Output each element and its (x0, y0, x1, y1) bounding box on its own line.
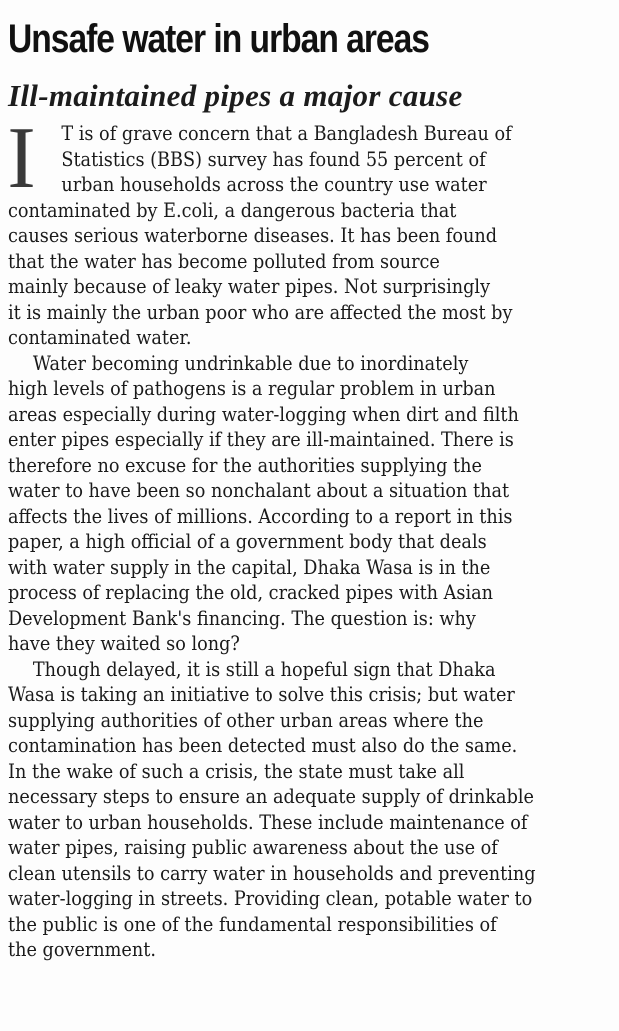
paragraph-line: Statistics (BBS) survey has found 55 percent of (61, 147, 486, 171)
paragraph-line: the government. (8, 938, 156, 961)
paragraph-line: Development Bank's financing. The question is: why (8, 606, 476, 630)
paragraph-3 (8, 657, 560, 963)
paragraph-line: water-logging in streets. Providing clean, potable water to (8, 887, 533, 910)
paragraph-line: areas especially during water-logging when dirt and filth (8, 402, 519, 426)
paragraph-line: with water supply in the capital, Dhaka Wasa is in the (8, 555, 491, 579)
paragraph-line: supplying authorities of other urban areas where the (8, 708, 484, 732)
paragraph-line: Wasa is taking an initiative to solve this crisis; but water (8, 683, 515, 706)
paragraph-line: it is mainly the urban poor who are affected the most by (8, 300, 513, 324)
subheadline: Ill-maintained pipes a major cause (8, 78, 463, 113)
paragraph-line: that the water has become polluted from source (8, 249, 440, 273)
paragraph-line: paper, a high official of a government body that deals (8, 530, 487, 553)
paragraph-line: therefore no excuse for the authorities supplying the (8, 453, 482, 477)
paragraph-line: clean utensils to carry water in households and preventing (8, 861, 536, 885)
paragraph-line: water to urban households. These include maintenance of (8, 810, 528, 834)
paragraph-line: urban households across the country use water (61, 173, 487, 196)
paragraph-line: water pipes, raising public awareness about the use of (8, 836, 498, 859)
paragraph-line: Though delayed, it is still a hopeful sign that Dhaka (32, 657, 496, 681)
paragraph-line: contamination has been detected must also do the same. (8, 734, 518, 757)
headline: Unsafe water in urban areas (8, 17, 429, 61)
paragraph-line: enter pipes especially if they are ill-maintained. There is (8, 428, 514, 451)
paragraph-line: contaminated by E.coli, a dangerous bacteria that (8, 198, 457, 222)
paragraph-line: have they waited so long? (8, 632, 240, 655)
paragraph-line: high levels of pathogens is a regular problem in urban (8, 377, 496, 400)
paragraph-line: mainly because of leaky water pipes. Not surprisingly (8, 275, 491, 298)
paragraph-line: water to have been so nonchalant about a situation that (8, 479, 510, 502)
paragraph-line: contaminated water. (8, 326, 192, 349)
paragraph-line: causes serious waterborne diseases. It has been found (8, 224, 498, 247)
paragraph-line: Water becoming undrinkable due to inordinately (32, 351, 469, 375)
paragraph-line: affects the lives of millions. According to a report in this (8, 504, 513, 528)
paragraph-line: In the wake of such a crisis, the state must take all (8, 759, 465, 783)
paragraph-1 (7, 110, 560, 351)
paragraph-line: T is of grave concern that a Bangladesh Bureau of (61, 122, 512, 145)
drop-cap: I (7, 110, 36, 207)
article-body (7, 110, 560, 963)
paragraph-2 (8, 351, 560, 657)
paragraph-line: process of replacing the old, cracked pipes with Asian (8, 581, 494, 604)
paragraph-line: the public is one of the fundamental responsibilities of (8, 912, 497, 936)
paragraph-line: necessary steps to ensure an adequate supply of drinkable (8, 785, 534, 808)
